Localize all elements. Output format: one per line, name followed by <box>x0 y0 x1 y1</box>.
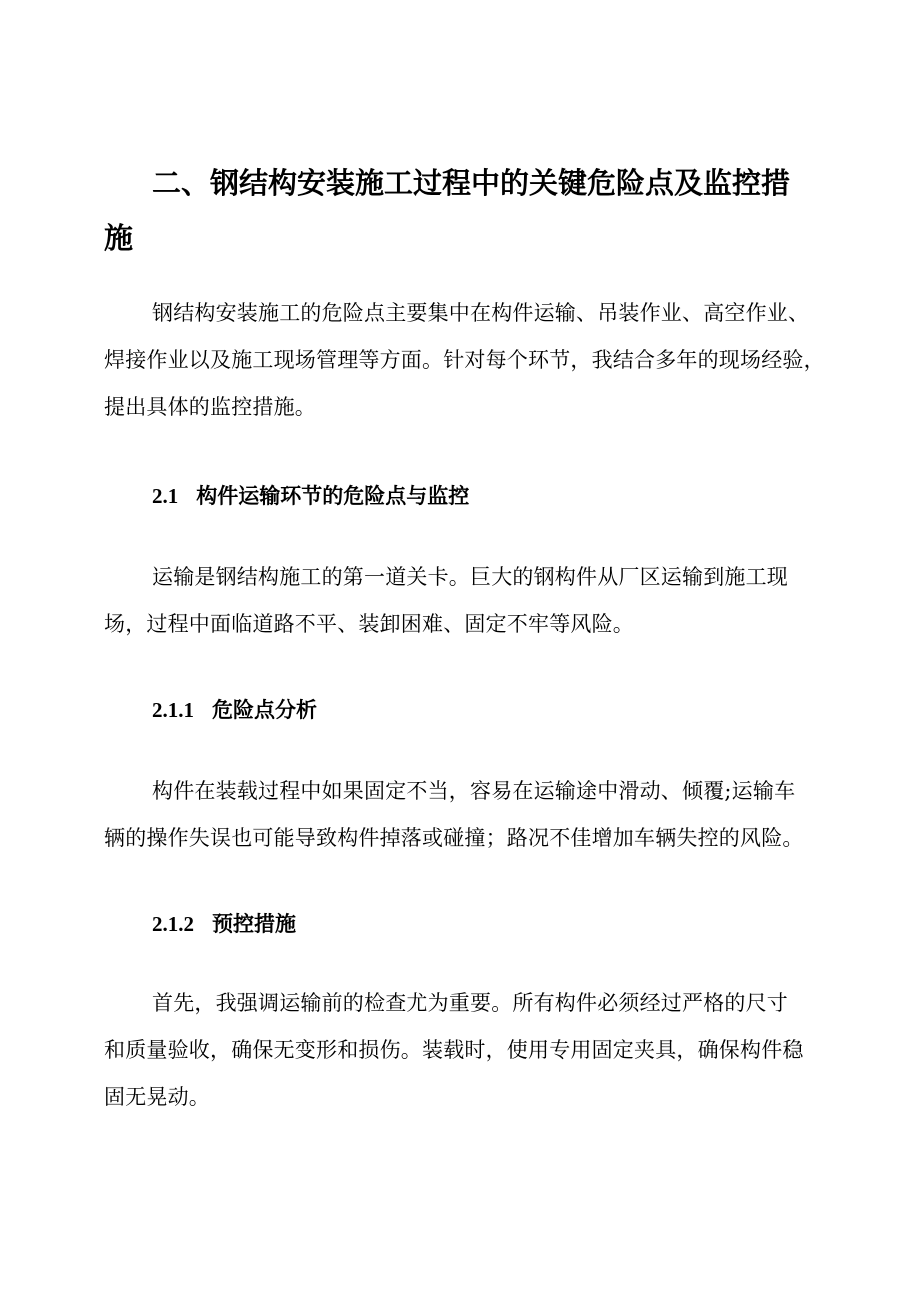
transport-line-1: 运输是钢结构施工的第一道关卡。巨大的钢构件从厂区运输到施工现 <box>152 565 788 589</box>
intro-line-2: 焊接作业以及施工现场管理等方面。针对每个环节，我结合多年的现场经验， <box>104 348 825 372</box>
risk-line-1: 构件在装载过程中如果固定不当，容易在运输途中滑动、倾覆;运输车 <box>152 779 796 803</box>
subsection-number: 2.1.2 <box>152 912 194 936</box>
intro-line-3: 提出具体的监控措施。 <box>104 395 316 419</box>
subsection-heading-2-1-2 <box>104 910 820 938</box>
risk-line-2: 辆的操作失误也可能导致构件掉落或碰撞；路况不佳增加车辆失控的风险。 <box>104 826 804 850</box>
intro-line-1: 钢结构安装施工的危险点主要集中在构件运输、吊装作业、高空作业、 <box>152 301 810 325</box>
subsection-number: 2.1 <box>152 484 179 508</box>
control-line-3: 固无晃动。 <box>104 1085 210 1109</box>
risk-analysis-paragraph <box>104 768 820 862</box>
subsection-number: 2.1.1 <box>152 698 194 722</box>
control-line-1: 首先，我强调运输前的检查尤为重要。所有构件必须经过严格的尺寸 <box>152 991 788 1015</box>
section-title <box>104 156 820 266</box>
subsection-heading-2-1-1 <box>104 696 820 724</box>
subsection-title: 预控措施 <box>212 912 296 936</box>
control-measures-paragraph <box>104 980 820 1121</box>
intro-paragraph <box>104 290 825 431</box>
control-line-2: 和质量验收，确保无变形和损伤。装载时，使用专用固定夹具，确保构件稳 <box>104 1038 804 1062</box>
transport-line-2: 场，过程中面临道路不平、装卸困难、固定不牢等风险。 <box>104 612 634 636</box>
section-title-line-1: 二、钢结构安装施工过程中的关键危险点及监控措 <box>152 166 791 200</box>
subsection-title: 构件运输环节的危险点与监控 <box>196 484 470 508</box>
subsection-heading-2-1 <box>104 482 820 510</box>
transport-paragraph <box>104 554 820 648</box>
section-title-line-2: 施 <box>104 221 134 255</box>
subsection-title: 危险点分析 <box>212 698 317 722</box>
